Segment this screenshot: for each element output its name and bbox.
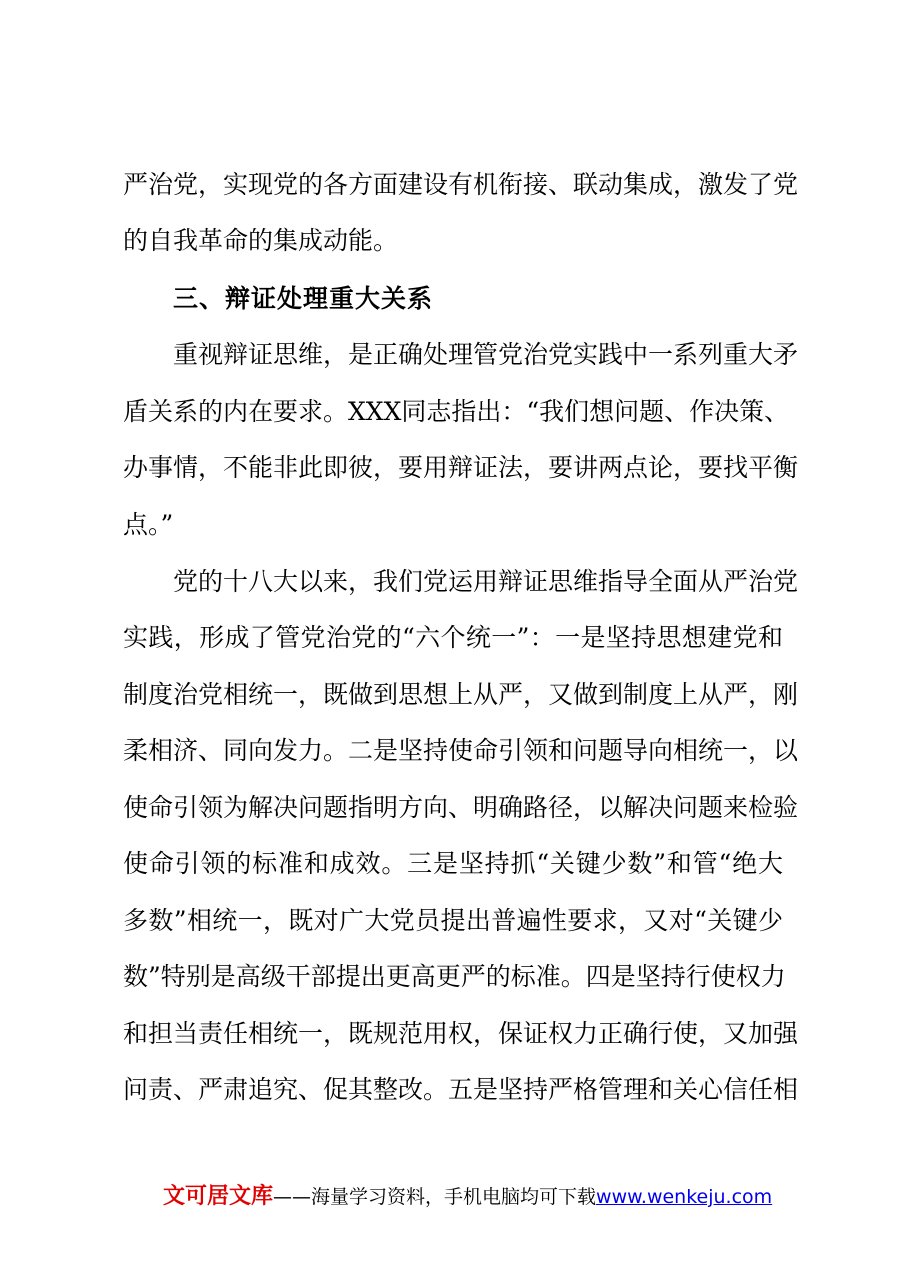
body-text-line: 和担当责任相统一，既规范用权，保证权力正确行使，又加强 [123, 1019, 799, 1048]
body-text-line: 的自我革命的集成动能。 [123, 226, 399, 255]
body-text-line: 问责、严肃追究、促其整改。五是坚持严格管理和关心信任相 [123, 1075, 799, 1104]
section-heading: 三、辩证处理重大关系 [173, 284, 434, 313]
body-text-line: 重视辩证思维，是正确处理管党治党实践中一系列重大矛 [173, 340, 799, 369]
body-text-line: 严治党，实现党的各方面建设有机衔接、联动集成，激发了党 [123, 170, 799, 199]
body-text-line: 办事情，不能非此即彼，要用辩证法，要讲两点论，要找平衡 [123, 453, 799, 482]
footer-banner [163, 1183, 772, 1211]
body-text-line: 数”特别是高级干部提出更高更严的标准。四是坚持行使权力 [123, 962, 786, 991]
body-text-line: 盾关系的内在要求。XXX同志指出：“我们想问题、作决策、 [123, 397, 790, 426]
footer-brand: 文可居文库 [163, 1184, 274, 1209]
body-text-line: 多数”相统一，既对广大党员提出普遍性要求，又对“关键少 [123, 906, 783, 935]
body-text-line: 柔相济、同向发力。二是坚持使命引领和问题导向相统一，以 [123, 736, 799, 765]
footer-url-link[interactable]: www.wenkeju.com [596, 1186, 773, 1208]
body-text-line: 实践，形成了管党治党的“六个统一”：一是坚持思想建党和 [123, 623, 783, 652]
body-text-line: 使命引领的标准和成效。三是坚持抓“关键少数”和管“绝大 [123, 849, 783, 878]
body-text-line: 使命引领为解决问题指明方向、明确路径，以解决问题来检验 [123, 793, 799, 822]
body-text-line: 点。” [123, 510, 174, 539]
footer-tagline: ——海量学习资料，手机电脑均可下载 [273, 1186, 597, 1208]
body-text-line: 党的十八大以来，我们党运用辩证思维指导全面从严治党 [173, 567, 799, 596]
body-text-line: 制度治党相统一，既做到思想上从严，又做到制度上从严，刚 [123, 680, 799, 709]
